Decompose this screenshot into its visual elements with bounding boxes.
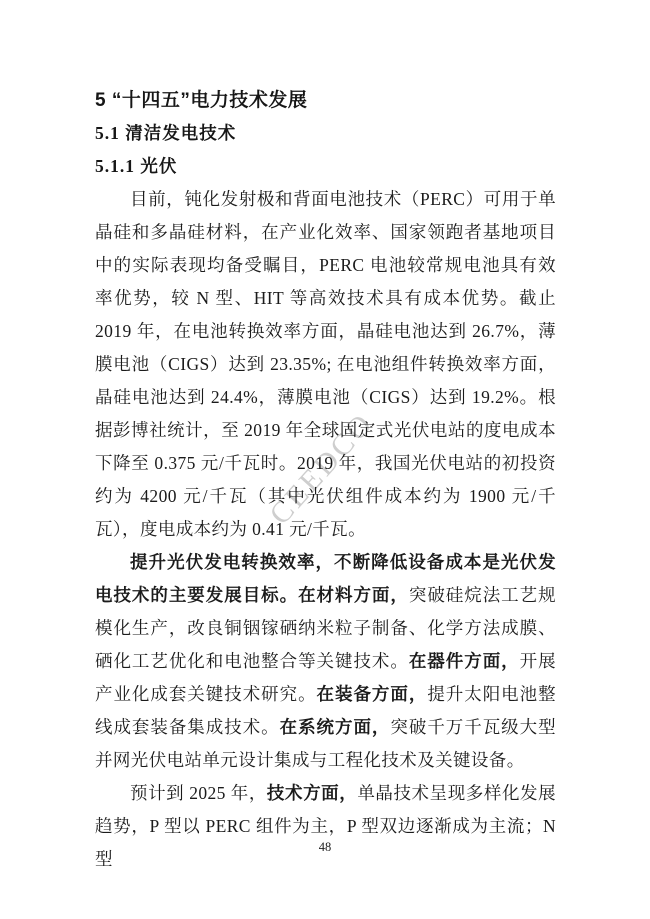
page-number: 48: [318, 840, 332, 854]
text-run: 开展产业化成套关键技术研究。: [95, 651, 556, 704]
text-run: 目前，钝化发射极和背面电池技术（PERC）可用于单晶硅和多晶硅材料，在产业化效率、国家领跑者基地项目中的实际表现均备受瞩目，PERC 电池较常规电池具有效率优势，较 N 型、HIT 等高效技术具有成本优势。截止 2019 年，在电池转换效率方面，晶硅电池达到 26.7%，薄膜电池（CIGS）达到 23.35%; 在电池组件转换效率方面，晶硅电池达到 24.4%，薄膜电池（CIGS）达到 19.2%。根据彭博社统计，至 2019 年全球固定式光伏电站的度电成本下降至 0.375 元/千瓦时。2019 年，我国光伏电站的初投资约为 4200 元/千瓦（其中光伏组件成本约为 1900 元/千瓦），度电成本约为 0.41 元/千瓦。: [95, 189, 556, 539]
text-run: 突破千万千瓦级大型并网光伏电站单元设计集成与工程化技术及关键设备。: [95, 717, 557, 770]
text-run: 提升太阳电池整线成套装备集成技术。: [95, 684, 556, 737]
text-run: 突破硅烷法工艺规模化生产，改良铜铟镓硒纳米粒子制备、化学方法成膜、硒化工艺优化和电池整合等关键技术。: [95, 585, 556, 671]
bold-text-run: 技术方面，: [266, 783, 358, 803]
heading-section: 5.1 清洁发电技术: [95, 123, 237, 143]
bold-text-run: 在装备方面，: [316, 684, 428, 704]
paragraph: [95, 546, 556, 777]
bold-text-run: 在系统方面，: [279, 717, 391, 737]
heading-chapter: 5 “十四五”电力技术发展: [95, 90, 308, 111]
paragraph: [95, 777, 556, 876]
paragraph: [95, 183, 556, 546]
watermark: CEEDCO: [263, 406, 381, 531]
document-body: [95, 183, 556, 876]
bold-text-run: 在器件方面，: [408, 651, 520, 671]
bold-text-run: 提升光伏发电转换效率，不断降低设备成本是光伏发电技术的主要发展目标。在材料方面，: [95, 552, 556, 605]
document-content: [95, 84, 556, 876]
text-run: 预计到 2025 年，: [130, 783, 267, 803]
text-run: 单晶技术呈现多样化发展趋势，P 型以 PERC 组件为主，P 型双边逐渐成为主流；N 型: [95, 783, 557, 869]
heading-subsection: 5.1.1 光伏: [95, 156, 178, 176]
